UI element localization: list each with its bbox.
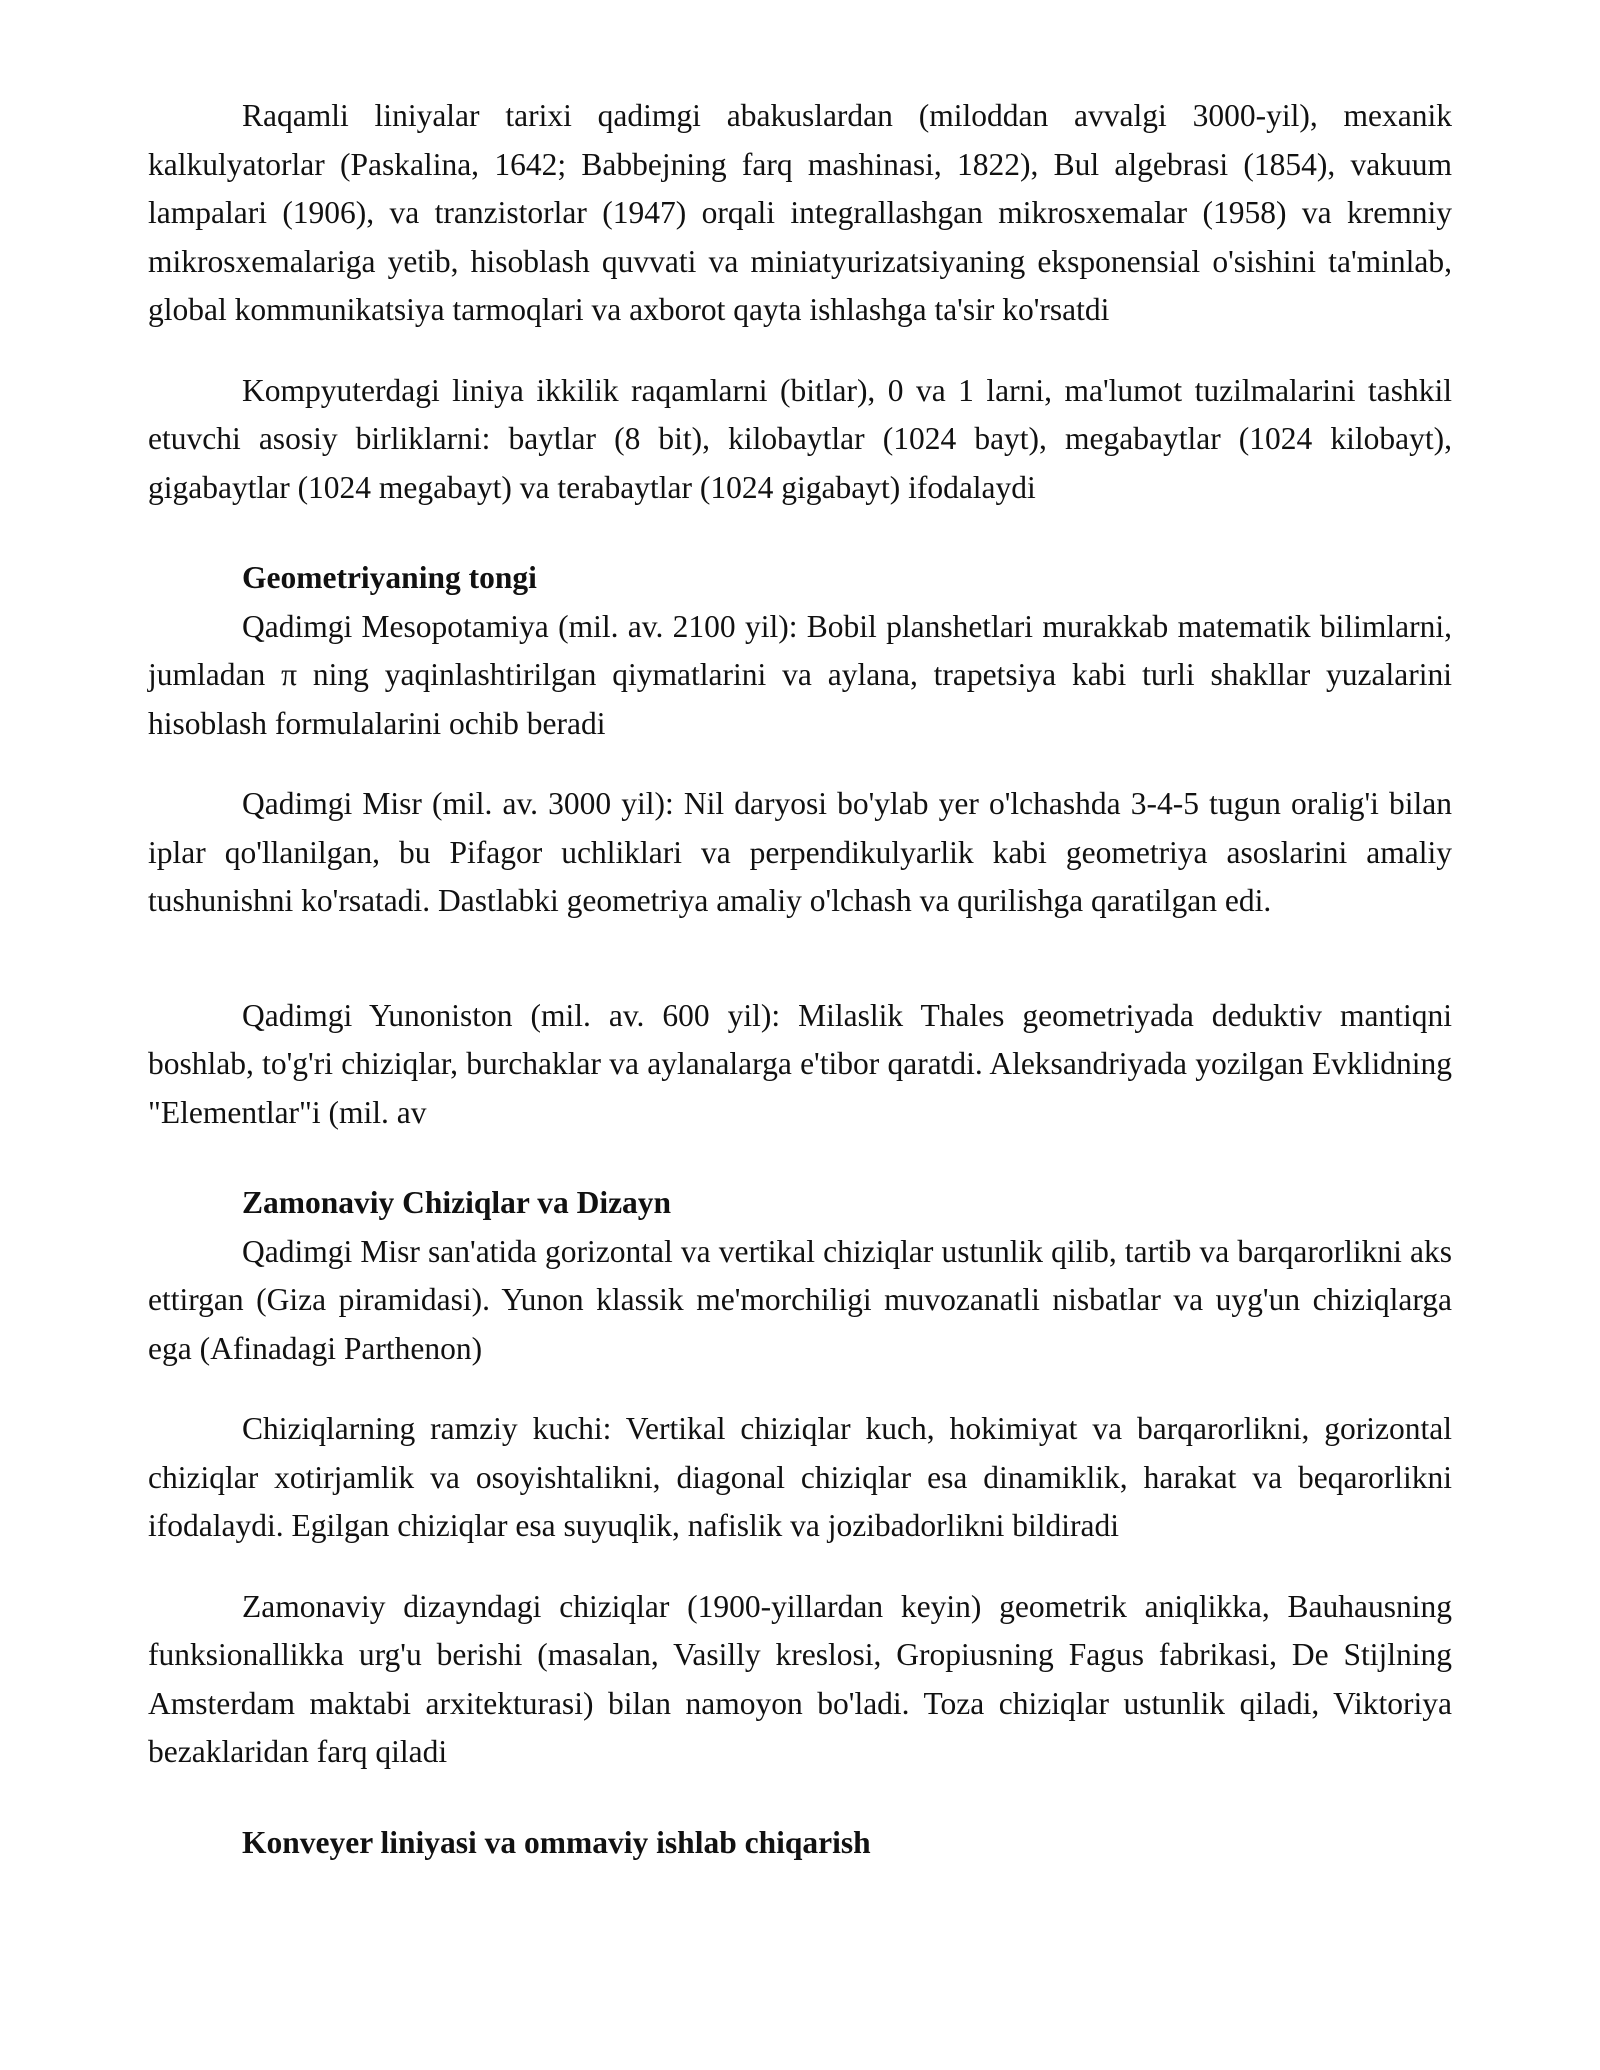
heading-assembly-line: Konveyer liniyasi va ommaviy ishlab chiqarish [242,1824,871,1860]
heading-modern-lines-design: Zamonaviy Chiziqlar va Dizayn [242,1185,672,1220]
paragraph-greece: Qadimgi Yunoniston (mil. av. 600 yil): Milaslik Thales geometriyada deduktiv mantiqni boshlab, to'g'ri chiziqlar, burchaklar va aylanalarga e'tibor qaratdi. Aleksandriyada yozilgan Evklidning "Elementlar"i (mil. av [148,997,1452,1130]
spacer [148,1777,1452,1819]
paragraph-binary-units: Kompyuterdagi liniya ikkilik raqamlarni (bitlar), 0 va 1 larni, ma'lumot tuzilmalarini tashkil etuvchi asosiy birliklarni: baytlar (8 bit), kilobaytlar (1024 bayt), megabaytlar (1024 kilobayt), gigabaytlar (1024 megabayt) va terabaytlar (1024 gigabayt) ifodalaydi [148,372,1452,505]
paragraph-digital-lines-history: Raqamli liniyalar tarixi qadimgi abakuslardan (miloddan avvalgi 3000-yil), mexanik kalkulyatorlar (Paskalina, 1642; Babbejning farq mashinasi, 1822), Bul algebrasi (1854), vakuum lampalari (1906), va tranzistorlar (1947) orqali integrallashgan mikrosxemalar (1958) va kremniy mikrosxemalariga yetib, hisoblash quvvati va miniatyurizatsiyaning eksponensial o'sishini ta'minlab, global kommunikatsiya tarmoqlari va axborot qayta ishlashga ta'sir ko'rsatdi [148,98,1452,327]
spacer [148,335,1452,367]
paragraph-modern-design: Zamonaviy dizayndagi chiziqlar (1900-yillardan keyin) geometrik aniqlikka, Bauhausning funksionallikka urg'u berishi (masalan, Vasilly kreslosi, Gropiusning Fagus fabrikasi, De Stijlning Amsterdam maktabi arxitekturasi) bilan namoyon bo'ladi. Toza chiziqlar ustunlik qiladi, Viktoriya bezaklaridan farq qiladi [148,1588,1452,1769]
heading-dawn-of-geometry: Geometriyaning tongi [242,560,537,595]
paragraph-mesopotamia: Qadimgi Mesopotamiya (mil. av. 2100 yil): Bobil planshetlari murakkab matematik bilimlarni, jumladan π ning yaqinlashtirilgan qiymatlarini va aylana, trapetsiya kabi turli shakllar yuzalarini hisoblash formulalarini ochib beradi [148,608,1452,741]
paragraph-egypt: Qadimgi Misr (mil. av. 3000 yil): Nil daryosi bo'ylab yer o'lchashda 3-4-5 tugun oralig'i bilan iplar qo'llanilgan, bu Pifagor uchliklari va perpendikulyarlik kabi geometriya asoslarini amaliy tushunishni ko'rsatadi. Dastlabki geometriya amaliy o'lchash va qurilishga qaratilgan edi. [148,786,1452,918]
spacer [148,1137,1452,1179]
spacer [148,1551,1452,1583]
spacer [148,1373,1452,1405]
paragraph-egypt-art: Qadimgi Misr san'atida gorizontal va vertikal chiziqlar ustunlik qilib, tartib va barqarorlikni aks ettirgan (Giza piramidasi). Yunon klassik me'morchiligi muvozanatli nisbatlar va uyg'un chiziqlarga ega (Afinadagi Parthenon) [148,1233,1452,1366]
paragraph-symbolic-power: Chiziqlarning ramziy kuchi: Vertikal chiziqlar kuch, hokimiyat va barqarorlikni, gorizontal chiziqlar xotirjamlik va osoyishtalikni, diagonal chiziqlar esa dinamiklik, harakat va beqarorlikni ifodalaydi. Egilgan chiziqlar esa suyuqlik, nafislik va jozibadorlikni bildiradi [148,1411,1452,1543]
spacer [148,748,1452,780]
spacer [148,926,1452,992]
spacer [148,512,1452,554]
